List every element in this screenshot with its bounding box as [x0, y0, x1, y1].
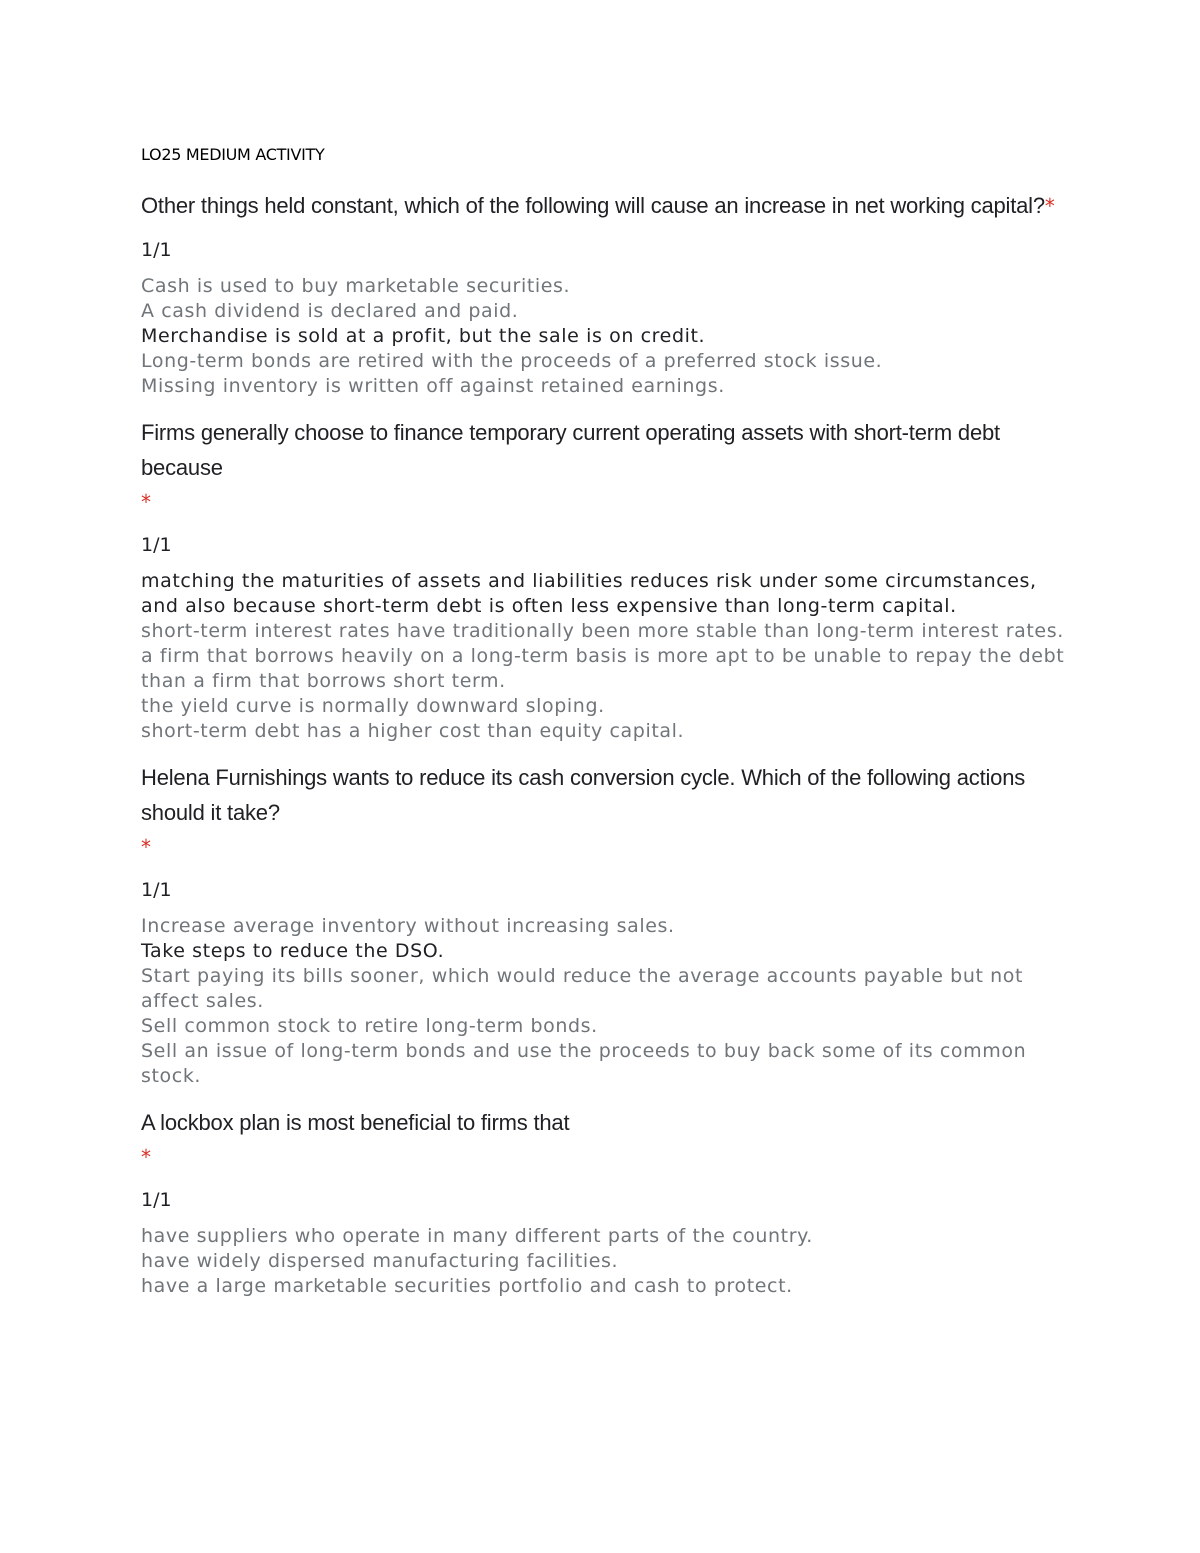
- question-4-options: [141, 1224, 1071, 1299]
- option-item[interactable]: short-term debt has a higher cost than equity capital.: [141, 720, 685, 742]
- question-2-score: 1/1: [141, 534, 172, 556]
- question-3-score: 1/1: [141, 879, 172, 901]
- question-4-text: A lockbox plan is most beneficial to firms that: [141, 1110, 570, 1135]
- required-star-icon: *: [1044, 194, 1055, 218]
- question-2-text: Firms generally choose to finance temporary current operating assets with short-term debt because: [141, 420, 1000, 480]
- question-4: [141, 1105, 1071, 1299]
- document-title: LO25 MEDIUM ACTIVITY: [141, 145, 325, 164]
- question-text: [141, 188, 1071, 224]
- question-4-score: 1/1: [141, 1189, 172, 1211]
- option-item[interactable]: Sell common stock to retire long-term bonds.: [141, 1015, 598, 1037]
- question-1: [141, 188, 1071, 399]
- option-item[interactable]: the yield curve is normally downward sloping.: [141, 695, 605, 717]
- required-star-icon: *: [141, 1145, 151, 1169]
- option-item-selected[interactable]: Merchandise is sold at a profit, but the sale is on credit.: [141, 325, 706, 347]
- option-item[interactable]: Sell an issue of long-term bonds and use the proceeds to buy back some of its common stock.: [141, 1040, 1027, 1087]
- question-1-options: [141, 274, 1071, 399]
- question-2-options: [141, 569, 1071, 744]
- required-star-icon: *: [141, 835, 151, 859]
- option-item-selected[interactable]: Take steps to reduce the DSO.: [141, 940, 445, 962]
- option-item-selected[interactable]: matching the maturities of assets and liabilities reduces risk under some circumstances, and also because short-term debt is often less expensive than long-term capital.: [141, 570, 1037, 617]
- option-item[interactable]: Cash is used to buy marketable securities.: [141, 275, 571, 297]
- option-item[interactable]: Increase average inventory without increasing sales.: [141, 915, 675, 937]
- option-item[interactable]: have suppliers who operate in many different parts of the country.: [141, 1225, 813, 1247]
- option-item[interactable]: a firm that borrows heavily on a long-term basis is more apt to be unable to repay the debt than a firm that borrows short term.: [141, 645, 1065, 692]
- option-item[interactable]: have widely dispersed manufacturing facilities.: [141, 1250, 619, 1272]
- option-item[interactable]: short-term interest rates have traditionally been more stable than long-term interest rates.: [141, 620, 1064, 642]
- question-3-text: Helena Furnishings wants to reduce its cash conversion cycle. Which of the following actions should it take?: [141, 765, 1026, 825]
- document-page: [141, 140, 1071, 1299]
- question-1-score: 1/1: [141, 239, 172, 261]
- question-3-options: [141, 914, 1071, 1089]
- option-item[interactable]: Missing inventory is written off against retained earnings.: [141, 375, 725, 397]
- required-star-icon: *: [141, 490, 151, 514]
- question-3: [141, 760, 1071, 1089]
- option-item[interactable]: Long-term bonds are retired with the proceeds of a preferred stock issue.: [141, 350, 883, 372]
- question-2: [141, 415, 1071, 744]
- option-item[interactable]: A cash dividend is declared and paid.: [141, 300, 519, 322]
- question-1-text: Other things held constant, which of the following will cause an increase in net working capital?: [141, 193, 1045, 218]
- option-item[interactable]: have a large marketable securities portfolio and cash to protect.: [141, 1275, 793, 1297]
- option-item[interactable]: Start paying its bills sooner, which would reduce the average accounts payable but not affect sales.: [141, 965, 1024, 1012]
